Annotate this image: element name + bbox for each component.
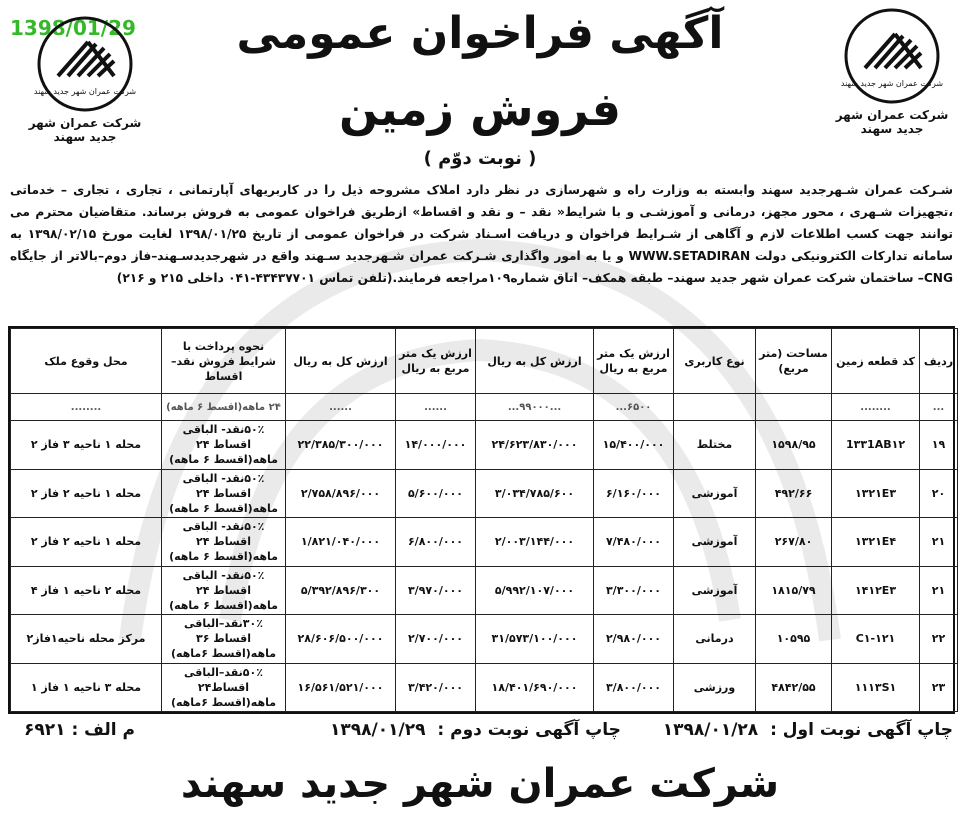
table-cell: ........ [832, 394, 920, 421]
table-cell: ۱۰۵۹۵ [756, 615, 832, 663]
table-cell: ۲۱ [920, 566, 958, 614]
table-cell: ۷/۴۸۰/۰۰۰ [594, 518, 674, 566]
notice-code [24, 720, 135, 740]
header-cell: ارزش یک متر مربع به ریال [396, 329, 476, 394]
first-print-label: چاپ آگهی نوبت اول : [770, 720, 953, 740]
table-cell: ۵/۳۹۲/۸۹۶/۳۰۰ [286, 566, 396, 614]
table-cell: ۱۹ [920, 421, 958, 469]
table-cell: ۵۰٪نقد- الباقی اقساط ۲۴ ماهه(اقسط ۶ ماهه) [162, 518, 286, 566]
table-row [11, 663, 958, 711]
table-cell: ۳/۴۲۰/۰۰۰ [396, 663, 476, 711]
logo-caption-left: شرکت عمران شهر جدید سهند [28, 116, 142, 144]
table-cell: ۲۰ [920, 469, 958, 517]
table-cell: ۱/۸۲۱/۰۴۰/۰۰۰ [286, 518, 396, 566]
table-cell: آموزشی [674, 469, 756, 517]
logo-emblem-text: شرکت عمران شهر جدید سهند [33, 87, 137, 96]
table-cell: ۱۳۲۱E۴ [832, 518, 920, 566]
print-dates [324, 720, 953, 740]
table-cell: ۱۱۱۳S۱ [832, 663, 920, 711]
table-cell: ۱۴۱۲E۳ [832, 566, 920, 614]
table-row [11, 518, 958, 566]
table-cell: ۲۴/۶۲۳/۸۳۰/۰۰۰ [476, 421, 594, 469]
company-name-footer: شرکت عمران شهر جدید سهند [180, 761, 780, 807]
notice-round: ( نوبت دوّم ) [423, 148, 537, 169]
table-cell: ۴۸۴۲/۵۵ [756, 663, 832, 711]
date-stamp: 1398/01/29 [10, 16, 136, 40]
logo-caption-right: شرکت عمران شهر جدید سهند [835, 108, 949, 136]
table-cell: درمانی [674, 615, 756, 663]
header-cell: کد قطعه زمین [832, 329, 920, 394]
table-cell [674, 394, 756, 421]
logo-emblem-text: شرکت عمران شهر جدید سهند [840, 79, 944, 88]
table-cell: ۳/۳۰۰/۰۰۰ [594, 566, 674, 614]
table-cell: ۶۵۰۰... [594, 394, 674, 421]
company-logo-icon [837, 6, 947, 106]
table-cell: ...۹۹۰۰۰... [476, 394, 594, 421]
table-cell: ۶/۸۰۰/۰۰۰ [396, 518, 476, 566]
table-cell: محله ۱ ناحیه ۲ فاز ۲ [11, 518, 162, 566]
table-cell: ۲/۹۸۰/۰۰۰ [594, 615, 674, 663]
table-cell: ۵/۹۹۲/۱۰۷/۰۰۰ [476, 566, 594, 614]
table-cell: ۵/۶۰۰/۰۰۰ [396, 469, 476, 517]
land-table [8, 326, 955, 714]
table-cell: ۲۴ ماهه(اقسط ۶ ماهه) [162, 394, 286, 421]
header-cell: نوع کاربری [674, 329, 756, 394]
table-cell: ۶/۱۶۰/۰۰۰ [594, 469, 674, 517]
table-cell: ۲/۷۵۸/۸۹۶/۰۰۰ [286, 469, 396, 517]
table-cell: ۲۳ [920, 663, 958, 711]
header-cell: ارزش کل به ریال [286, 329, 396, 394]
table-cell: ۲/۷۰۰/۰۰۰ [396, 615, 476, 663]
header-cell: مساحت (متر مربع) [756, 329, 832, 394]
table-cell: ۲۲/۳۸۵/۳۰۰/۰۰۰ [286, 421, 396, 469]
table-cell: ۲۸/۶۰۶/۵۰۰/۰۰۰ [286, 615, 396, 663]
table-cell: آموزشی [674, 518, 756, 566]
table-row-partial [11, 394, 958, 421]
table-cell: ۱۲۱-C۱ [832, 615, 920, 663]
table-cell: ...... [396, 394, 476, 421]
table-row [11, 566, 958, 614]
table-cell: ۵۰٪نقد- الباقی اقساط ۲۴ ماهه(اقسط ۶ ماهه) [162, 566, 286, 614]
table-cell: ورزشی [674, 663, 756, 711]
table-cell: محله ۱ ناحیه ۳ فاز ۲ [11, 421, 162, 469]
header-cell: نحوه پرداخت با شرایط فروش نقد–اقساط [162, 329, 286, 394]
table-cell: ۱۳۲۱E۳ [832, 469, 920, 517]
notice-code-label: م الف : [71, 720, 135, 740]
table-row [11, 615, 958, 663]
intro-paragraph: شـرکت عمران شـهرجدید سهند وابسته به وزارت راه و شهرسازی در نظر دارد املاک مشروحه ذیل را در کاربریهای آپارتمانی ، تجاری ، تجاری – خدماتی ،تجهیزات شـهری ، محور مجهز، درمانی و آموزشـی و با شرایط« نقد – و نقد و اقساط» ازطریق فراخوان عمومی به فروش برساند. متقاضیان محترم می توانند جهت کسب اطلاعات لازم و آگاهی از شـرایط فراخوان و دریافت اسـناد شرکت در فراخوان عمومی از تاریخ ۱۳۹۸/۰۱/۲۵ لغایت مورخ ۱۳۹۸/۰۲/۱۵ به سامانه تدارکات الکترونیکی دولت WWW.SETADIRAN و یا به امور واگذاری شـرکت عمران شـهرجدید سـهند واقع در شهرجدیدسـهند–فاز دوم–بالاتر از جایگاه CNG– ساختمان شرکت عمران شهر جدید سهند– طبقه همکف– اتاق شماره۱۰۹مراجعه فرمایند.(تلفن تماس ۴۳۴۳۷۷۰۱-۰۴۱ داخلی ۲۱۵ و ۲۱۶) [10, 183, 953, 285]
header-cell: محل وقوع ملک [11, 329, 162, 394]
company-logo-right [827, 6, 957, 136]
table-cell: ۱۵۹۸/۹۵ [756, 421, 832, 469]
header-cell: ردیف [920, 329, 958, 394]
table-cell: ۵۰٪نقد- الباقی اقساط ۲۴ ماهه(اقسط ۶ ماهه) [162, 469, 286, 517]
table-cell: ۱۵/۴۰۰/۰۰۰ [594, 421, 674, 469]
table-cell: مرکز محله ناحیه۱فاز۲ [11, 615, 162, 663]
table-cell: ۳/۸۰۰/۰۰۰ [594, 663, 674, 711]
table-row [11, 469, 958, 517]
table-cell: ۳۱/۵۷۳/۱۰۰/۰۰۰ [476, 615, 594, 663]
header-cell: ارزش کل به ریال [476, 329, 594, 394]
table-cell [756, 394, 832, 421]
table-cell: ۵۰٪نقد–الباقی اقساط۲۴ ماهه(اقسط ۶ماهه) [162, 663, 286, 711]
page-subtitle: فروش زمین [339, 82, 621, 136]
second-print-date: ۱۳۹۸/۰۱/۲۹ [330, 720, 426, 740]
company-logo-left [20, 14, 150, 144]
table-cell: ...... [286, 394, 396, 421]
table-header-row [11, 329, 958, 394]
second-print-label: چاپ آگهی نوبت دوم : [437, 720, 621, 740]
table-cell: ۴۹۲/۶۶ [756, 469, 832, 517]
table-cell: ۵۰٪نقد- الباقی اقساط ۲۴ ماهه(اقسط ۶ ماهه) [162, 421, 286, 469]
header-cell: ارزش یک متر مربع به ریال [594, 329, 674, 394]
table-cell: ۳۰٪نقد–الباقی اقساط ۳۶ ماهه(اقسط ۶ماهه) [162, 615, 286, 663]
table-cell: ۱۶/۵۶۱/۵۲۱/۰۰۰ [286, 663, 396, 711]
table-cell: ... [920, 394, 958, 421]
table-cell: آموزشی [674, 566, 756, 614]
table-cell: ۲۱ [920, 518, 958, 566]
table-cell: ۱۴/۰۰۰/۰۰۰ [396, 421, 476, 469]
page-title: آگهی فراخوان عمومی [236, 8, 724, 59]
notice-code-value: ۶۹۲۱ [24, 720, 66, 740]
table-cell: ۲۲ [920, 615, 958, 663]
table-row [11, 421, 958, 469]
table-cell: ۲/۰۰۳/۱۴۴/۰۰۰ [476, 518, 594, 566]
table-cell: محله ۲ ناحیه ۱ فاز ۴ [11, 566, 162, 614]
table-cell: ........ [11, 394, 162, 421]
table-cell: ۳/۹۷۰/۰۰۰ [396, 566, 476, 614]
table-cell: ۳/۰۳۴/۷۸۵/۶۰۰ [476, 469, 594, 517]
table-cell: 1۳۳1AB۱۲ [832, 421, 920, 469]
table-cell: ۱۸۱۵/۷۹ [756, 566, 832, 614]
table-cell: محله ۳ ناحیه ۱ فاز ۱ [11, 663, 162, 711]
company-logo-icon [30, 14, 140, 114]
table-cell: ۲۶۷/۸۰ [756, 518, 832, 566]
table-cell: محله ۱ ناحیه ۲ فاز ۲ [11, 469, 162, 517]
first-print-date: ۱۳۹۸/۰۱/۲۸ [662, 720, 759, 740]
table-cell: مختلط [674, 421, 756, 469]
table-cell: ۱۸/۴۰۱/۶۹۰/۰۰۰ [476, 663, 594, 711]
